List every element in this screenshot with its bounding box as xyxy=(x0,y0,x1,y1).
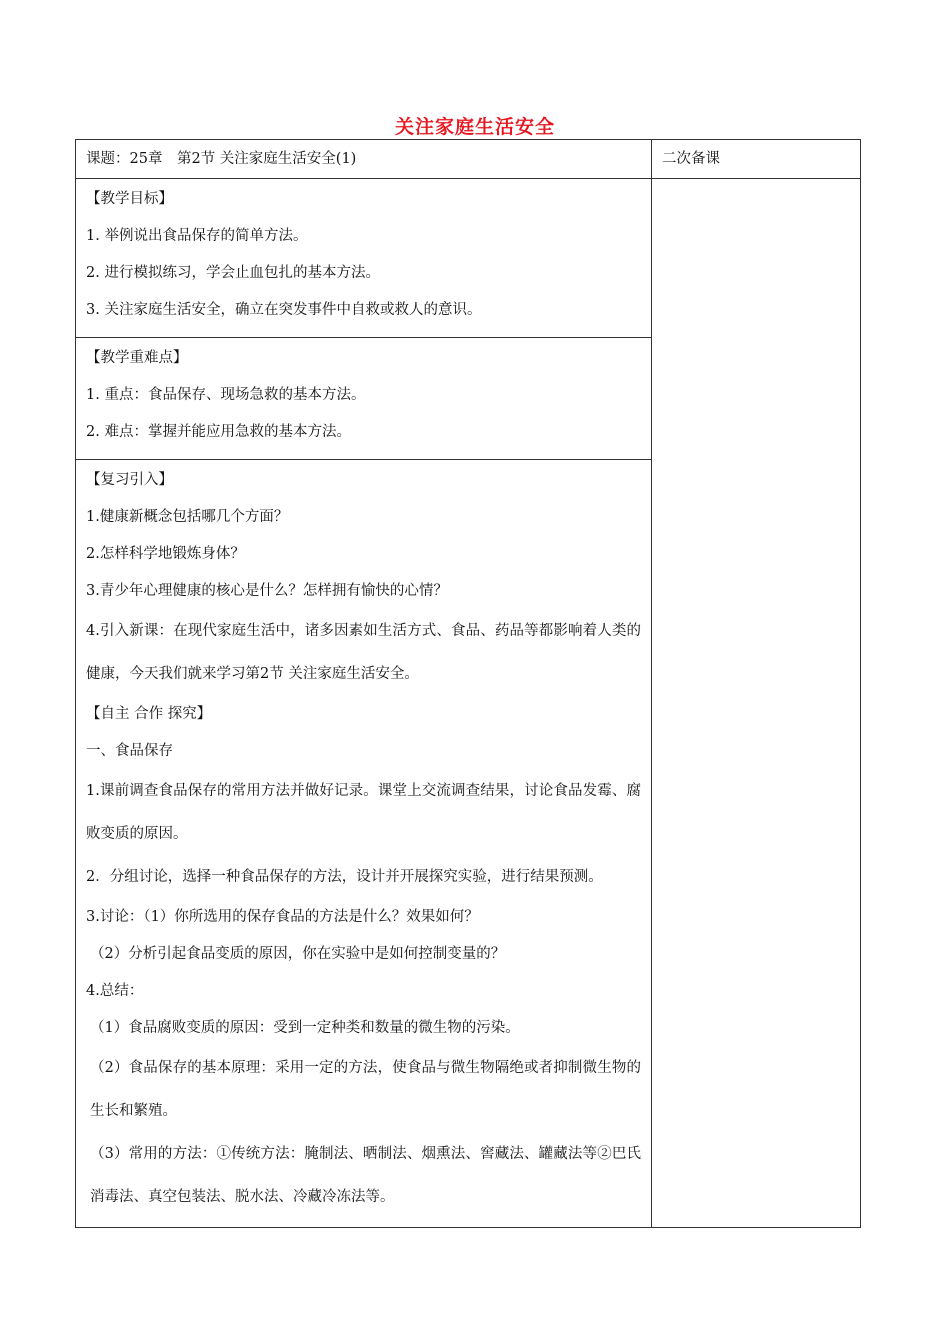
keypoint-item: 2. 难点：掌握并能应用急救的基本方法。 xyxy=(86,424,351,440)
summary-item: （1）食品腐败变质的原因：受到一定种类和数量的微生物的污染。 xyxy=(90,1020,520,1036)
goals-cell xyxy=(76,179,652,338)
keypoints-heading: 【教学重难点】 xyxy=(86,350,188,366)
review-question: 1.健康新概念包括哪几个方面？ xyxy=(86,509,289,525)
page-title: 关注家庭生活安全 xyxy=(394,116,555,138)
keypoints-cell xyxy=(76,338,652,460)
explore-paragraph: 2．分组讨论，选择一种食品保存的方法，设计并开展探究实验，进行结果预测。 xyxy=(86,869,603,885)
keypoint-item: 1. 重点：食品保存、现场急救的基本方法。 xyxy=(86,387,366,403)
review-heading: 【复习引入】 xyxy=(86,472,173,488)
lesson-table xyxy=(75,139,861,1228)
summary-item: （3）常用的方法：①传统方法：腌制法、晒制法、烟熏法、窖藏法、罐藏法等②巴氏消毒法、真空包装法、脱水法、冷藏冷冻法等。 xyxy=(90,1146,641,1205)
goals-row xyxy=(76,179,861,338)
content-cell xyxy=(76,460,652,1228)
goal-item: 2. 进行模拟练习，学会止血包扎的基本方法。 xyxy=(86,265,380,281)
section-heading: 一、食品保存 xyxy=(86,743,173,759)
review-question: 3.青少年心理健康的核心是什么？怎样拥有愉快的心情？ xyxy=(86,583,448,599)
discussion-question: 3.讨论：（1）你所选用的保存食品的方法是什么？效果如何？ xyxy=(86,909,479,925)
intro-paragraph: 4.引入新课：在现代家庭生活中，诸多因素如生活方式、食品、药品等都影响着人类的健康，今天我们就来学习第2节 关注家庭生活安全。 xyxy=(86,623,641,682)
header-row xyxy=(76,140,861,179)
explore-paragraph: 1.课前调查食品保存的常用方法并做好记录。课堂上交流调查结果，讨论食品发霉、腐败变质的原因。 xyxy=(86,783,641,842)
side-header-cell xyxy=(652,140,861,179)
topic-text: 课题：25章 第2节 关注家庭生活安全(1) xyxy=(86,151,357,167)
side-label: 二次备课 xyxy=(662,151,720,167)
goal-item: 1. 举例说出食品保存的简单方法。 xyxy=(86,228,308,244)
summary-heading: 4.总结： xyxy=(86,983,144,999)
topic-cell xyxy=(76,140,652,179)
explore-heading: 【自主 合作 探究】 xyxy=(86,706,212,722)
goals-heading: 【教学目标】 xyxy=(86,191,173,207)
discussion-question: （2）分析引起食品变质的原因，你在实验中是如何控制变量的？ xyxy=(90,946,506,962)
goal-item: 3. 关注家庭生活安全，确立在突发事件中自救或救人的意识。 xyxy=(86,302,482,318)
review-question: 2.怎样科学地锻炼身体？ xyxy=(86,546,245,562)
summary-item: （2）食品保存的基本原理：采用一定的方法，使食品与微生物隔绝或者抑制微生物的生长和繁殖。 xyxy=(90,1060,641,1119)
side-notes-cell xyxy=(652,179,861,1228)
